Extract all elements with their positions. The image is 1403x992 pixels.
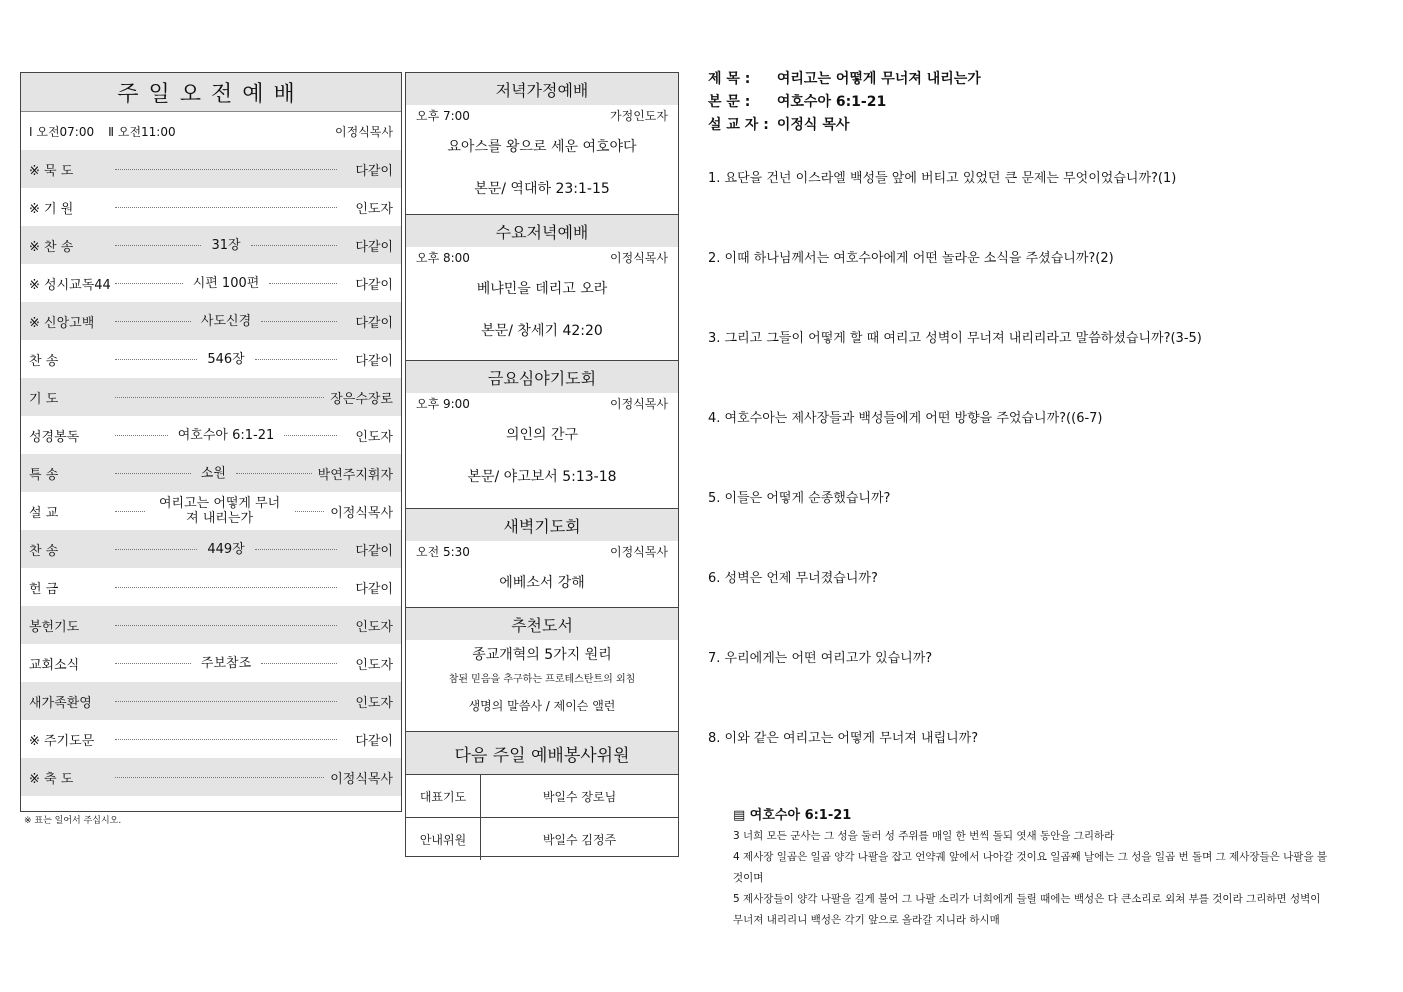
- dot-leader: [115, 473, 191, 474]
- worship-row: [21, 682, 401, 720]
- verse-3: 3 너희 모든 군사는 그 성을 둘러 성 주위를 매일 한 번씩 돌되 엿새 동안을 그리하라: [733, 830, 1115, 842]
- worship-row: [21, 150, 401, 188]
- dot-leader: [115, 663, 191, 664]
- section-title: 다음 주일 예배봉사위원: [406, 731, 678, 774]
- section-time: 오전 5:30: [416, 545, 470, 559]
- section-meta: [406, 541, 678, 560]
- dot-leader: [115, 587, 337, 588]
- dot-leader: [255, 549, 337, 550]
- dot-leader: [115, 511, 145, 512]
- question-8: 8. 이와 같은 여리고는 어떻게 무너져 내립니까?: [708, 731, 979, 746]
- passage-heading: ▤ 여호수아 6:1-21: [733, 808, 852, 823]
- worship-row-label: 찬 송: [29, 353, 59, 369]
- second-service-time: Ⅱ 오전11:00: [108, 124, 176, 139]
- worship-row: [21, 568, 401, 606]
- worship-row: [21, 188, 401, 226]
- section-leader: 가정인도자: [610, 109, 668, 123]
- section-meta: [406, 247, 678, 266]
- dot-leader: [115, 777, 324, 778]
- sermon-preacher-label: 설 교 자 :: [708, 117, 769, 133]
- dot-leader: [115, 397, 324, 398]
- section-title: 저녁가정예배: [406, 73, 678, 105]
- worship-row-leader: 박연주지휘자: [317, 467, 394, 483]
- sermon-title: 여리고는 어떻게 무너져 내리는가: [776, 71, 981, 87]
- worship-row-leader: 다같이: [355, 315, 394, 331]
- dot-leader: [115, 739, 337, 740]
- question-1: 1. 요단을 건넌 이스라엘 백성들 앞에 버티고 있었던 큰 문제는 무엇이었습니까?(1): [708, 171, 1177, 186]
- book-publisher: 생명의 말씀사 / 제이슨 앨런: [468, 699, 616, 713]
- role-cell: 안내위원: [406, 818, 481, 861]
- dot-leader: [115, 549, 197, 550]
- verse-5: 5 제사장들이 양각 나팔을 길게 불어 그 나팔 소리가 너희에게 들릴 때에는 백성은 다 큰소리로 외쳐 부를 것이라 그리하면 성벽이 무너져 내리리니 백성은 각기 앞으로 올라갈 지니라 하시매: [733, 893, 1321, 926]
- worship-row-label: 찬 송: [29, 543, 59, 559]
- worship-row-label: ※ 신앙고백: [29, 315, 95, 331]
- section-leader: 이정식목사: [610, 251, 668, 265]
- worship-row-leader: 다같이: [355, 581, 393, 597]
- volunteer-table: [406, 774, 678, 860]
- table-row: [406, 775, 678, 818]
- book-title: 종교개혁의 5가지 원리: [472, 647, 612, 663]
- worship-row-detail: 사도신경: [200, 313, 252, 329]
- worship-row-label: 기 도: [29, 391, 59, 407]
- worship-row-leader: 다같이: [355, 277, 393, 293]
- worship-row-leader: 인도자: [355, 657, 394, 673]
- section-scripture: 본문/ 역대하 23:1-15: [474, 181, 610, 197]
- worship-row-label: 새가족환영: [29, 695, 92, 711]
- role-cell: 대표기도: [406, 775, 481, 818]
- worship-row-label: 교회소식: [29, 657, 80, 673]
- worship-row-label: 성경봉독: [29, 429, 80, 445]
- worship-row-leader: 다같이: [355, 543, 393, 559]
- dot-leader: [115, 359, 197, 360]
- service-pastor: 이정식목사: [335, 124, 393, 139]
- wednesday-service: [406, 214, 678, 360]
- table-row: [406, 818, 678, 861]
- section-title: 금요심야기도회: [406, 360, 678, 393]
- worship-row: [21, 340, 401, 378]
- section-topic: 베냐민을 데리고 오라: [476, 281, 608, 297]
- question-6: 6. 성벽은 언제 무너졌습니까?: [708, 571, 878, 586]
- sermon-text-line: [708, 91, 981, 114]
- section-scripture: 본문/ 창세기 42:20: [481, 323, 603, 339]
- dot-leader: [115, 435, 168, 436]
- order-of-worship: [21, 150, 401, 796]
- worship-row-label: ※ 성시교독44: [29, 277, 111, 293]
- section-time: 오후 9:00: [416, 397, 470, 411]
- dawn-prayer: [406, 508, 678, 607]
- sunday-service-box: [20, 72, 402, 812]
- worship-row-detail: 시편 100편: [192, 275, 260, 291]
- book-subtitle: 참된 믿음을 추구하는 프로테스탄트의 외침: [448, 674, 636, 685]
- worship-row-leader: 장은수장로: [330, 391, 393, 407]
- worship-row-label: 봉헌기도: [29, 619, 80, 635]
- worship-row-leader: 다같이: [355, 353, 393, 369]
- section-time: 오후 7:00: [416, 109, 470, 123]
- worship-row: [21, 454, 401, 492]
- sunday-service-title: 주일오전예배: [21, 73, 401, 112]
- dot-leader: [236, 473, 312, 474]
- section-topic: 의인의 간구: [505, 427, 579, 443]
- worship-row-detail: 31장: [211, 237, 241, 253]
- worship-row: [21, 226, 401, 264]
- dot-leader: [115, 169, 337, 170]
- section-title: 추천도서: [406, 607, 678, 640]
- section-scripture: 본문/ 야고보서 5:13-18: [467, 469, 617, 485]
- worship-row: [21, 416, 401, 454]
- worship-row: [21, 530, 401, 568]
- worship-row: [21, 492, 401, 530]
- section-time: 오후 8:00: [416, 251, 470, 265]
- worship-row-label: ※ 주기도문: [29, 733, 95, 749]
- dot-leader: [115, 245, 201, 246]
- worship-row: [21, 758, 401, 796]
- section-meta: [406, 393, 678, 412]
- question-3: 3. 그리고 그들이 어떻게 할 때 여리고 성벽이 무너져 내리리라고 말씀하셨습니까?(3-5): [708, 331, 1202, 346]
- worship-row-leader: 이정식목사: [330, 505, 394, 521]
- worship-row: [21, 644, 401, 682]
- recommended-books: [406, 607, 678, 731]
- dot-leader: [115, 701, 337, 702]
- dot-leader: [115, 283, 183, 284]
- worship-row: [21, 378, 401, 416]
- worship-row-leader: 다같이: [355, 239, 394, 255]
- scripture-passage: [733, 805, 1333, 931]
- worship-row-detail: 여호수아 6:1-21: [177, 427, 275, 443]
- dot-leader: [269, 283, 337, 284]
- section-topic: 요아스를 왕으로 세운 여호야다: [447, 139, 637, 155]
- worship-row-label: ※ 찬 송: [29, 239, 74, 255]
- dot-leader: [261, 321, 337, 322]
- sermon-text: 여호수아 6:1-21: [776, 94, 887, 110]
- question-5: 5. 이들은 어떻게 순종했습니까?: [708, 491, 891, 506]
- question-4: 4. 여호수아는 제사장들과 백성들에게 어떤 방향을 주었습니까?((6-7): [708, 411, 1103, 426]
- friday-prayer: [406, 360, 678, 508]
- other-services-box: [405, 72, 679, 857]
- standing-note: ※ 표는 일어서 주십시오.: [24, 816, 122, 826]
- section-title: 수요저녁예배: [406, 214, 678, 247]
- worship-row-leader: 이정식목사: [330, 771, 393, 787]
- section-meta: [406, 105, 678, 124]
- worship-row: [21, 606, 401, 644]
- names-cell: 박일수 장로님: [481, 775, 679, 818]
- worship-row-leader: 인도자: [355, 201, 393, 217]
- names-cell: 박일수 김정주: [481, 818, 679, 861]
- worship-row-leader: 인도자: [355, 619, 393, 635]
- dot-leader: [295, 511, 325, 512]
- sermon-meta: [708, 68, 981, 137]
- worship-row: [21, 302, 401, 340]
- section-topic: 에베소서 강해: [499, 575, 585, 591]
- worship-row-detail: 여리고는 어떻게 무너져 내리는가: [158, 496, 281, 526]
- evening-home-service: [406, 73, 678, 214]
- worship-row-label: ※ 묵 도: [29, 163, 74, 179]
- section-title: 새벽기도회: [406, 508, 678, 541]
- question-2: 2. 이때 하나님께서는 여호수아에게 어떤 놀라운 소식을 주셨습니까?(2): [708, 251, 1114, 266]
- first-service-time: Ⅰ 오전07:00: [29, 124, 95, 139]
- worship-row-label: 헌 금: [29, 581, 59, 597]
- dot-leader: [255, 359, 337, 360]
- sermon-preacher: 이정식 목사: [776, 117, 850, 133]
- worship-row-detail: 주보참조: [200, 655, 252, 671]
- worship-row-leader: 인도자: [355, 429, 393, 445]
- dot-leader: [115, 625, 337, 626]
- worship-row-label: ※ 기 원: [29, 201, 74, 217]
- next-week-volunteers: [406, 731, 678, 860]
- sermon-title-line: [708, 68, 981, 91]
- worship-row-label: 설 교: [29, 505, 59, 521]
- worship-row: [21, 720, 401, 758]
- dot-leader: [115, 321, 191, 322]
- dot-leader: [251, 245, 337, 246]
- worship-row-label: 특 송: [29, 467, 59, 483]
- worship-row-detail: 449장: [207, 541, 245, 557]
- dot-leader: [284, 435, 337, 436]
- service-times: [21, 112, 401, 150]
- worship-row-leader: 다같이: [355, 733, 393, 749]
- worship-row-label: ※ 축 도: [29, 771, 74, 787]
- question-7: 7. 우리에게는 어떤 여리고가 있습니까?: [708, 651, 933, 666]
- worship-row-leader: 다같이: [355, 163, 393, 179]
- worship-row-leader: 인도자: [355, 695, 393, 711]
- worship-row-detail: 546장: [207, 351, 245, 367]
- sermon-text-label: 본 문 :: [708, 94, 751, 110]
- section-leader: 이정식목사: [610, 397, 668, 411]
- sermon-preacher-line: [708, 114, 981, 137]
- worship-row-detail: 소원: [200, 465, 226, 481]
- sermon-title-label: 제 목 :: [708, 71, 751, 87]
- verse-4: 4 제사장 일곱은 일곱 양각 나팔을 잡고 언약궤 앞에서 나아갈 것이요 일곱째 날에는 그 성을 일곱 번 돌며 그 제사장들은 나팔을 불 것이며: [733, 851, 1328, 884]
- dot-leader: [115, 207, 337, 208]
- section-leader: 이정식목사: [610, 545, 668, 559]
- worship-row: [21, 264, 401, 302]
- dot-leader: [261, 663, 337, 664]
